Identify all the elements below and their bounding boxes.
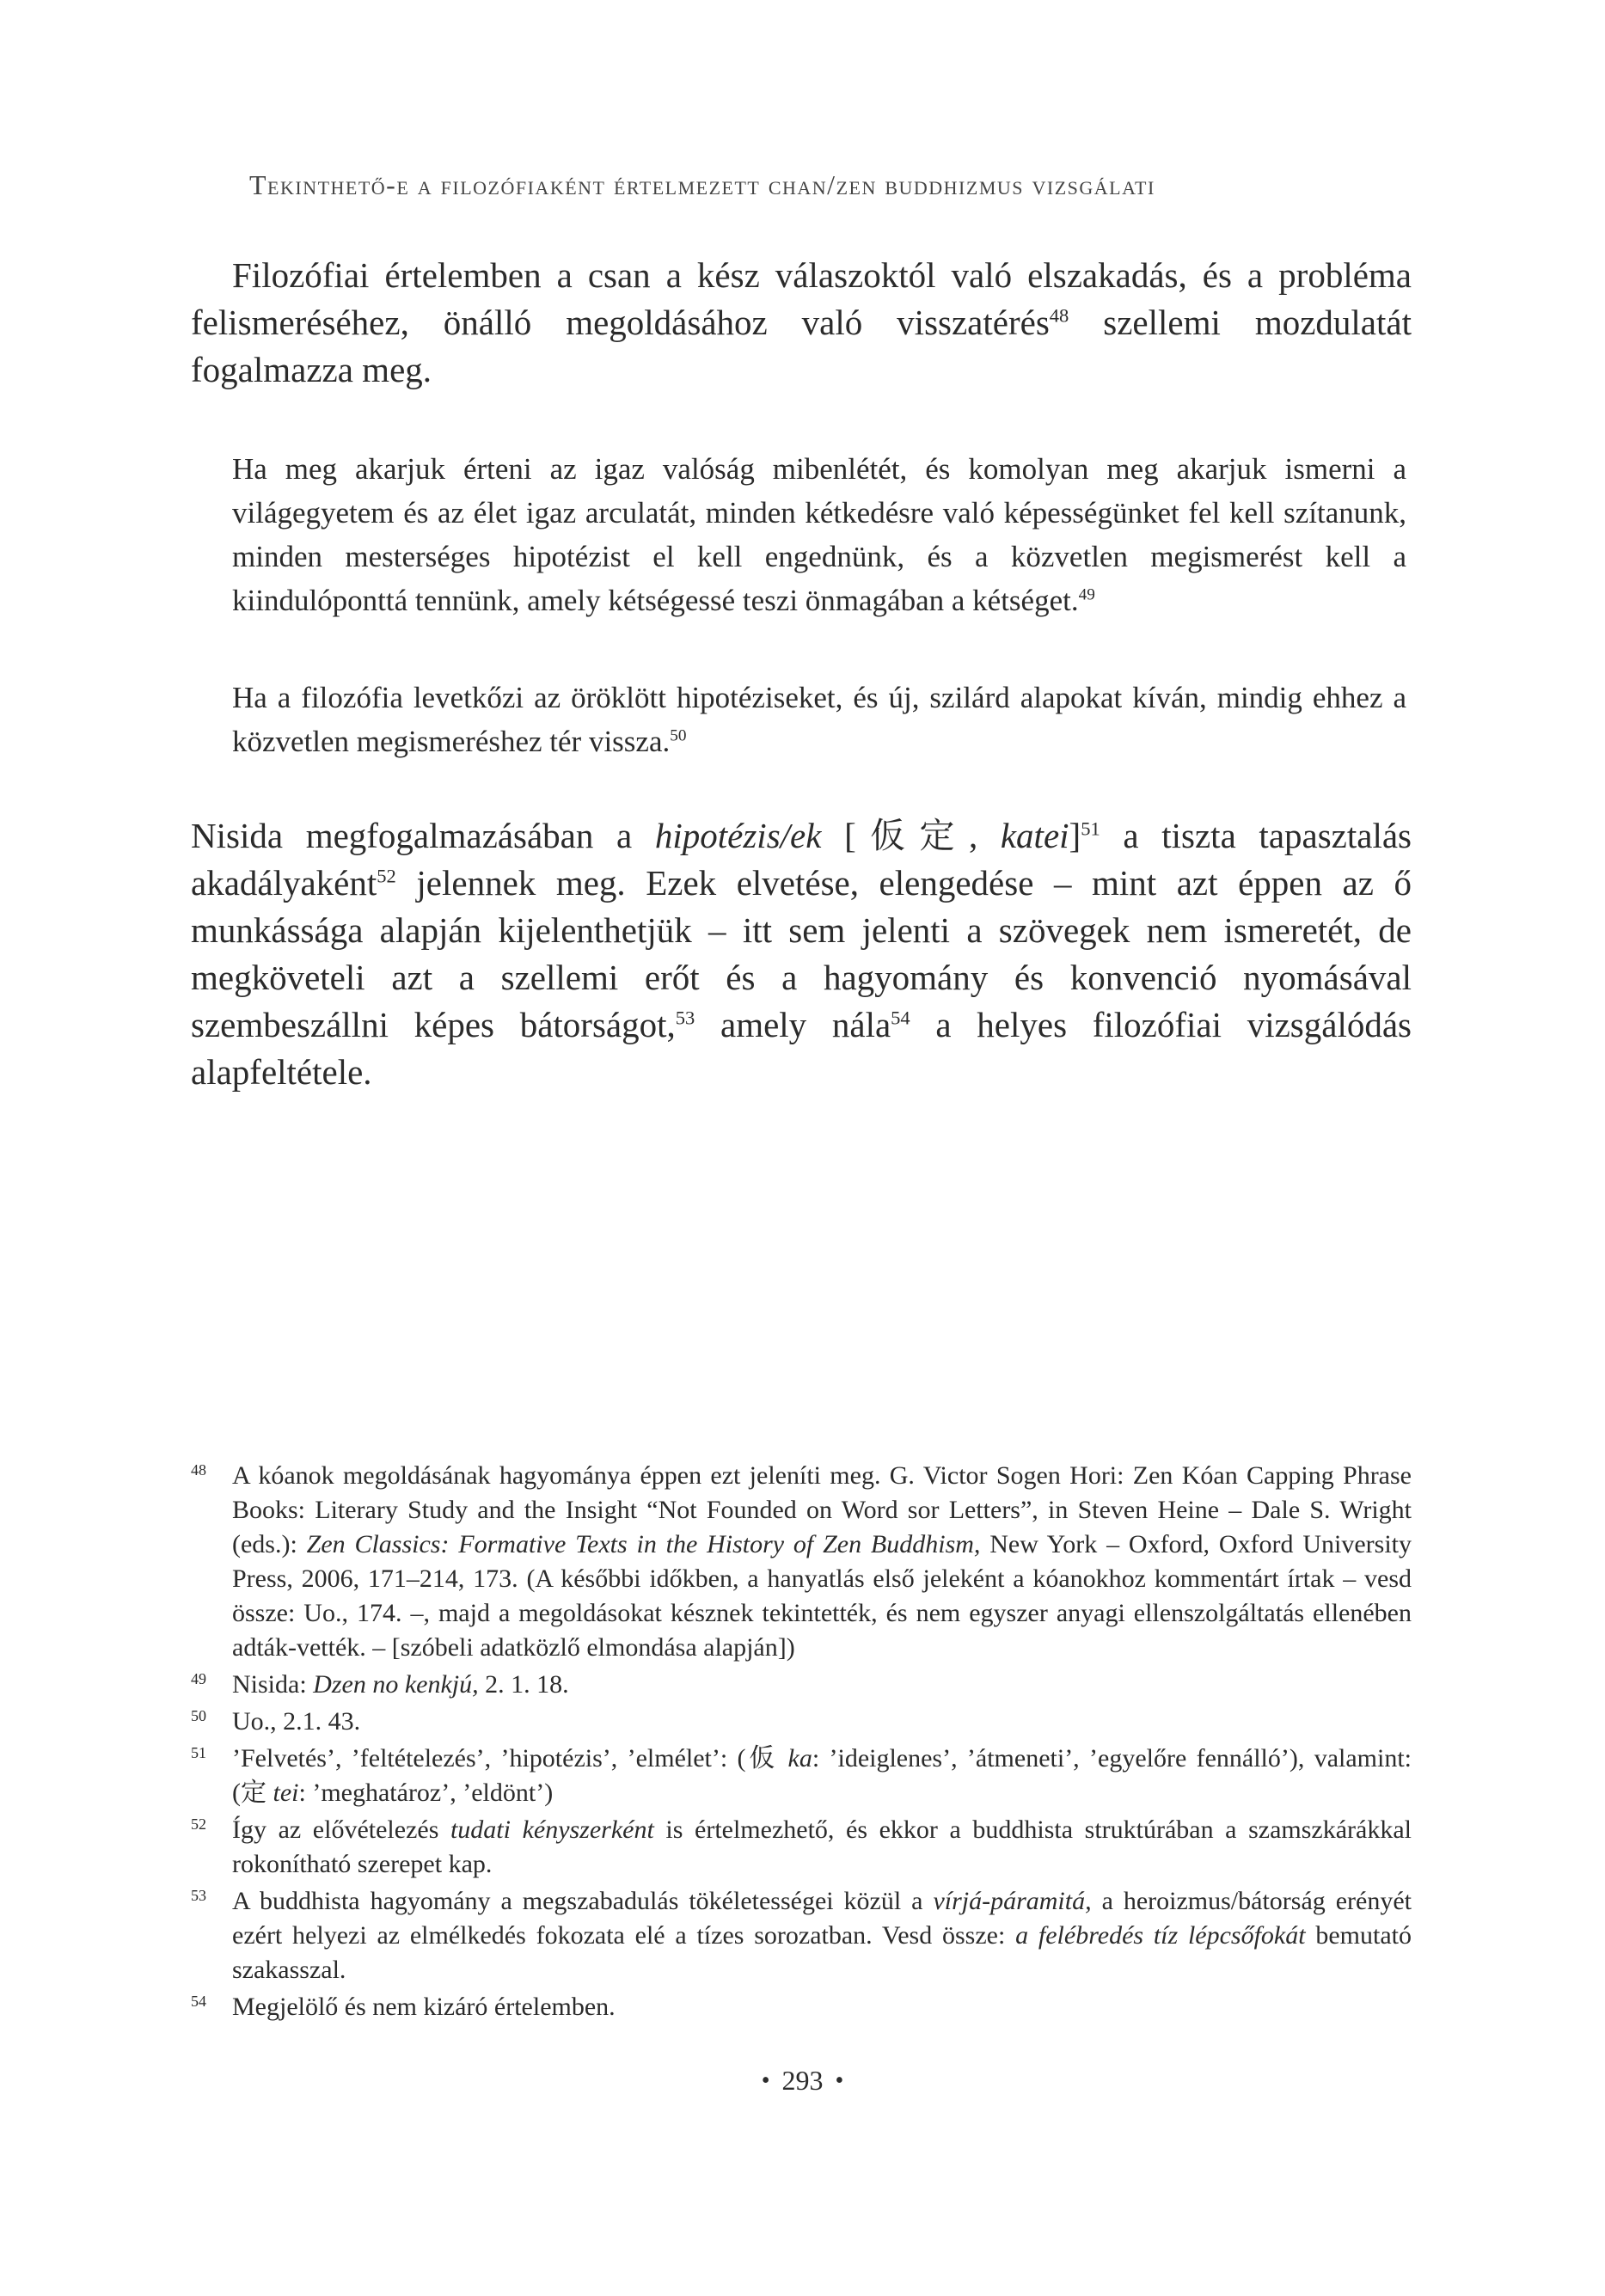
footnote-text: New York – Oxford, Oxford University Press, 2006, 171–214, 173. (A későbbi időkben, a hanyatlás első jeleként a kóanokhoz kommentárt írtak – vesd össze: Uo., 174. –, majd a megoldásokat késznek tekintették, és nem egyszer anyagi ellenszolgáltatás ellenében adták-vették. – [szóbeli adatközlő elmondása alapján]) [232,1530,1412,1662]
paragraph-text: a tiszta tapasztalás akadályaként [191,816,1412,903]
footnote-53 [191,1884,1412,1987]
paragraph-text: szellemi mozdulatát fogalmazza meg. [191,303,1412,389]
quote-text: Ha a filozófia levetkőzi az öröklött hipotéziseket, és új, szilárd alapokat kíván, mindig ehhez a közvetlen megismeréshez tér vissza. [232,681,1406,758]
footnote-text: is értelmezhető, és ekkor a buddhista struktúrában a szamszkárákkal rokonítható szerepet kap. [232,1815,1412,1878]
footnote-number: 48 [191,1461,206,1479]
footnote-54 [191,1990,1412,2024]
block-quote-2 [232,676,1406,763]
italic-term: a felébredés tíz lépcsőfokát [1015,1921,1306,1950]
footnote-number: 54 [191,1993,206,2010]
paragraph-text: Filozófiai értelemben a csan a kész válaszoktól való elszakadás, és a probléma felismeréséhez, önálló megoldásához való visszatérés [191,255,1412,342]
page-number: 293 [781,2065,824,2096]
footnote-ref-49[interactable]: 49 [1078,585,1095,604]
footnote-50 [191,1705,1412,1739]
footnote-ref-48[interactable]: 48 [1049,304,1069,327]
body-paragraph-1 [191,252,1412,394]
body-paragraph-2 [191,812,1412,1096]
running-header: Tekinthető-e a filozófiaként értelmezett chan/zen buddhizmus vizsgálati [249,169,1155,200]
italic-term: ka [787,1744,812,1773]
paragraph-text: Nisida megfogalmazásában a [191,816,655,855]
footnote-number: 50 [191,1707,206,1724]
italic-term: tei [273,1779,299,1807]
footnote-text: : ’ideiglenes’, ’átmeneti’, ’egyelőre fennálló’), valamint: (定 [232,1744,1412,1807]
footnotes-section [191,1459,1412,2027]
footnote-number: 52 [191,1815,206,1833]
paragraph-text: a helyes filozófiai vizsgálódás alapfeltétele. [191,1005,1412,1092]
paragraph-text: jelennek meg. Ezek elvetése, elengedése – mint azt éppen az ő munkássága alapján kijelenthetjük – itt sem jelenti a szövegek nem ismeretét, de megköveteli azt a szellemi erőt és a hagyomány és konvenció nyomásával szembeszállni képes bátorságot, [191,863,1412,1044]
footnote-text: Megjelölő és nem kizáró értelemben. [232,1993,616,2021]
footnote-text: bemutató szakasszal. [232,1921,1412,1984]
italic-term: tudati kényszerként [450,1815,654,1844]
footnote-51 [191,1742,1412,1810]
footnote-ref-50[interactable]: 50 [670,726,687,745]
footnote-52 [191,1813,1412,1882]
footnote-49 [191,1668,1412,1702]
footnote-text: A kóanok megoldásának hagyománya éppen ezt jeleníti meg. G. Victor Sogen Hori: Zen Kóan Capping Phrase Books: Literary Study and the Insight “Not Founded on Word sor Letters”, in Steven Heine – Dale S. Wright (eds.): [232,1461,1412,1558]
footnote-48 [191,1459,1412,1665]
italic-title: Zen Classics: Formative Texts in the History of Zen Buddhism, [306,1530,981,1558]
footnote-text: ’Felvetés’, ’feltételezés’, ’hipotézis’, ’elmélet’: (仮 [232,1744,788,1773]
italic-term: hipotézis/ek [654,816,822,855]
footnote-number: 51 [191,1744,206,1761]
paragraph-text: [仮定, [821,816,1001,855]
paragraph-text: ] [1069,816,1081,855]
footnote-text: Uo., 2.1. 43. [232,1707,361,1736]
bullet-ornament: • [835,2067,844,2094]
footnote-text: Nisida: [232,1670,314,1699]
footnote-number: 53 [191,1887,206,1904]
footnote-text: Így az elővételezés [232,1815,450,1844]
footnote-ref-54[interactable]: 54 [891,1007,910,1029]
bullet-ornament: • [761,2067,770,2094]
quote-text: Ha meg akarjuk érteni az igaz valóság mibenlétét, és komolyan meg akarjuk ismerni a világegyetem és az élet igaz arculatát, minden kétkedésre való képességünket fel kell szítanunk, minden mesterséges hipotézist el kell engednünk, és a közvetlen megismerést kell a kiindulóponttá tennünk, amely kétségessé teszi önmagában a kétséget. [232,452,1406,617]
footnote-text: A buddhista hagyomány a megszabadulás tökéletességei közül a [232,1887,934,1915]
italic-title: Dzen no kenkjú, [313,1670,479,1699]
footnote-text: a heroizmus/bátorság erényét ezért helyezi az elmélkedés fokozata elé a tízes sorozatban. Vesd össze: [232,1887,1412,1950]
paragraph-text: amely nála [695,1005,891,1044]
footnote-ref-52[interactable]: 52 [377,865,396,887]
footnote-ref-53[interactable]: 53 [675,1007,695,1029]
block-quote-1 [232,447,1406,622]
footnote-ref-51[interactable]: 51 [1081,817,1100,840]
italic-term: katei [1000,816,1069,855]
footnote-text: 2. 1. 18. [478,1670,569,1699]
page-number-footer [0,2065,1605,2097]
italic-term: vírjá-páramitá, [933,1887,1092,1915]
footnote-text: : ’meghatároz’, ’eldönt’) [298,1779,554,1807]
footnote-number: 49 [191,1670,206,1687]
